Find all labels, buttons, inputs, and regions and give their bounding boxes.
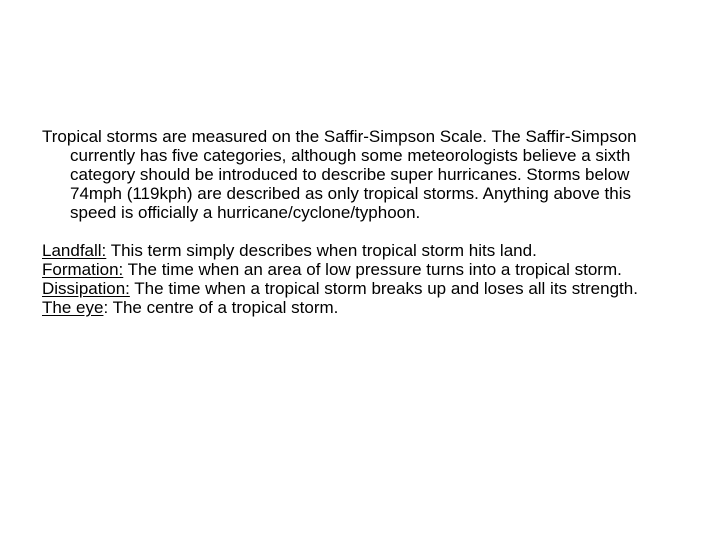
term-eye: The eye	[42, 298, 104, 317]
definition-eye	[42, 298, 682, 317]
definition-landfall	[42, 241, 682, 260]
term-landfall: Landfall:	[42, 241, 107, 260]
definition-text: The time when an area of low pressure turns into a tropical storm.	[127, 260, 622, 279]
definition-text: This term simply describes when tropical storm hits land.	[110, 241, 537, 260]
definition-dissipation	[42, 279, 682, 298]
intro-paragraph: Tropical storms are measured on the Saffir-Simpson Scale. The Saffir-Simpson currently has five categories, although some meteorologists believe a sixth category should be introduced to describe super hurricanes. Storms below 74mph (119kph) are described as only tropical storms. Anything above this speed is officially a hurricane/cyclone/typhoon.	[42, 127, 637, 222]
definition-text: The centre of a tropical storm.	[112, 298, 339, 317]
term-formation: Formation:	[42, 260, 124, 279]
term-separator: :	[103, 298, 113, 317]
definition-text: The time when a tropical storm breaks up and loses all its strength.	[134, 279, 638, 298]
term-dissipation: Dissipation:	[42, 279, 130, 298]
definition-formation	[42, 260, 682, 279]
text-body	[42, 127, 682, 317]
